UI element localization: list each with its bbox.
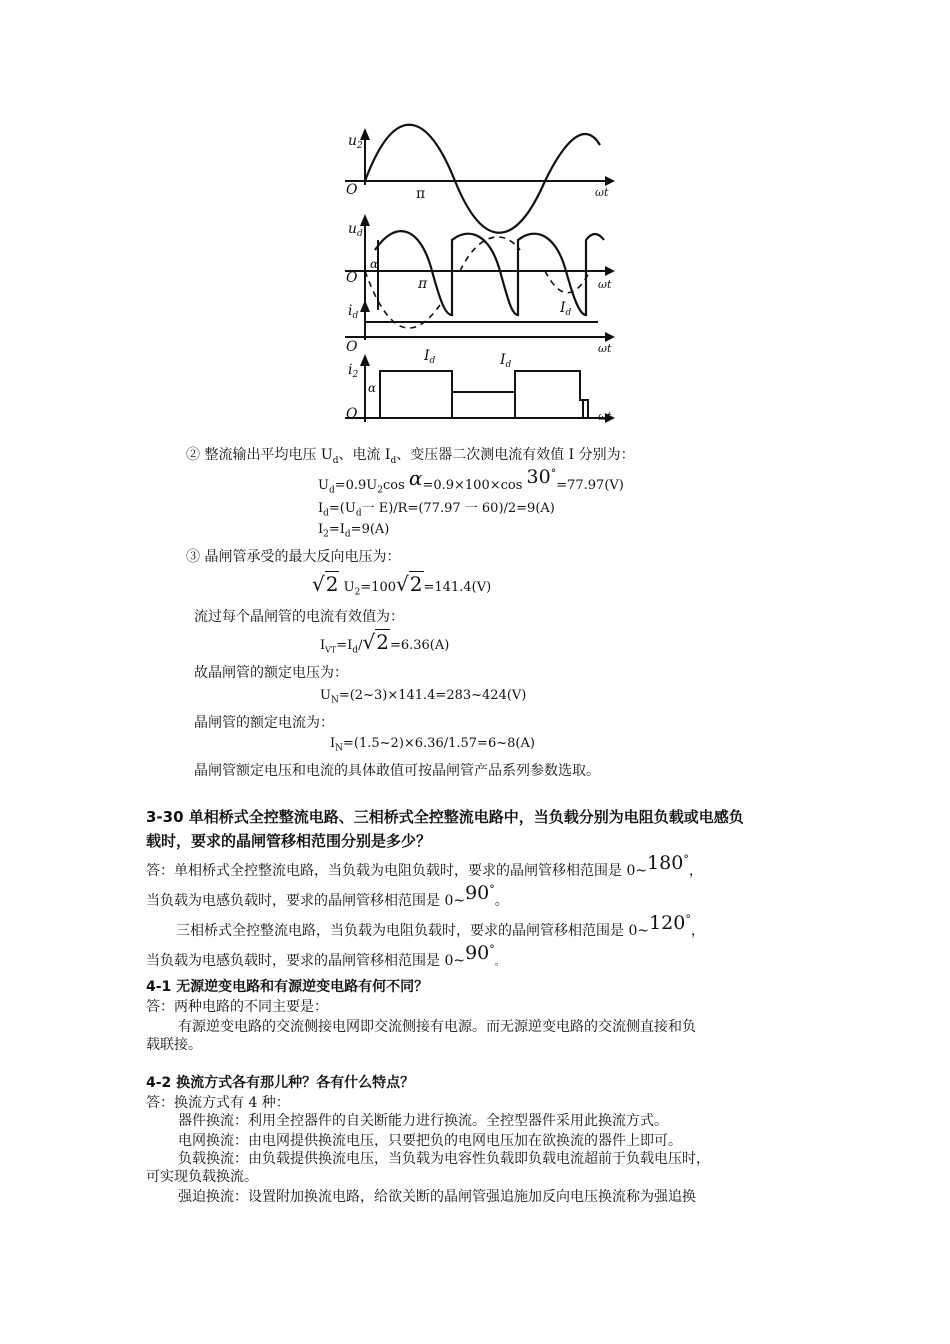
rated-voltage-heading: 故晶闸管的额定电压为： — [194, 665, 348, 681]
ud-waveform — [375, 231, 604, 315]
question-4-1: 4-1 无源逆变电路和有源逆变电路有何不同？ — [146, 979, 429, 995]
i2-axis-label: $i_2$ — [348, 362, 359, 380]
ud-formula: $U_d=0.9U_2\cos$ α=0.9×100×cos 30°=77.97(V) — [318, 466, 624, 496]
section-3-title: ③ 晶闸管承受的最大反向电压为： — [186, 549, 401, 565]
in-formula: $I_N=(1.5\sim 2)\times 6.36/1.57=6\sim 8(A)$ — [330, 736, 535, 754]
id-axis-label: $i_d$ — [348, 303, 359, 321]
alpha-label-1: α — [370, 257, 379, 271]
answer-3-30-line1: 答：单相桥式全控整流电路，当负载为电阻负载时，要求的晶闸管移相范围是 0~180°， — [146, 852, 703, 879]
id-formula: $I_d=(U_d$一 E)/R=(77.97 一 60)/2=9(A) — [318, 501, 555, 519]
answer-3-30-line3: 三相桥式全控整流电路，当负载为电阻负载时，要求的晶闸管移相范围是 0~120°， — [176, 912, 705, 939]
answer-4-1-line1: 答：两种电路的不同主要是： — [146, 999, 328, 1015]
ud-axis-label: $u_d$ — [348, 221, 363, 239]
wt-label-2: ωt — [598, 278, 612, 291]
current-rms-heading: 流过每个晶闸管的电流有效值为： — [194, 609, 404, 625]
u2-waveform — [365, 125, 600, 233]
ivt-formula: $I_{VT}=I_d/√2=6.36(A)$ — [320, 630, 450, 656]
question-4-2: 4-2 换流方式各有那儿种？各有什么特点？ — [146, 1075, 415, 1091]
origin-label-2: O — [346, 270, 358, 286]
question-3-30-line1: 3-30 单相桥式全控整流电路、三相桥式全控整流电路中，当负载分别为电阻负载或电感负 — [146, 808, 744, 826]
pi-label-1: π — [416, 186, 426, 202]
i2-formula: $I_2=I_d=9(A)$ — [318, 522, 390, 540]
answer-4-2-line4: 负载换流：由负载提供换流电压，当负载为电容性负载即负载电流超前于负载电压时， — [178, 1151, 710, 1167]
waveform-figure — [0, 0, 950, 430]
selection-note: 晶闸管额定电压和电流的具体敢值可按晶闸管产品系列参数选取。 — [194, 763, 600, 779]
answer-4-2-line1: 答：换流方式有 4 种： — [146, 1095, 290, 1111]
answer-4-1-line2: 有源逆变电路的交流侧接电网即交流侧接有电源。而无源逆变电路的交流侧直接和负 — [178, 1019, 696, 1035]
u2-axis-label: $u_2$ — [348, 133, 363, 151]
answer-4-2-line6: 强迫换流：设置附加换流电路，给欲关断的晶闸管强追施加反向电压换流称为强追换 — [178, 1189, 696, 1205]
un-formula: $U_N=(2\sim 3)\times 141.4=283\sim 424(V)$ — [320, 688, 527, 706]
wt-label-1: ωt — [595, 186, 609, 199]
ud-dashed-waveform — [365, 237, 590, 328]
origin-label-1: O — [346, 182, 358, 198]
alpha-label-2: α — [368, 381, 377, 395]
origin-label-4: O — [346, 406, 358, 422]
answer-4-2-line2: 器件换流：利用全控器件的自关断能力进行换流。全控型器件采用此换流方式。 — [178, 1113, 668, 1129]
i2-waveform — [365, 371, 583, 418]
Id-label-1: $I_d$ — [560, 300, 572, 318]
answer-4-2-line5: 可实现负载换流。 — [146, 1169, 258, 1185]
origin-label-3: O — [346, 339, 358, 355]
pi-label-2: π — [418, 276, 428, 292]
answer-4-2-line3: 电网换流：由电网提供换流电压，只要把负的电网电压加在欲换流的器件上即可。 — [178, 1133, 682, 1149]
question-3-30-line2: 载时，要求的晶闸管移相范围分别是多少？ — [146, 832, 432, 850]
rated-current-heading: 晶闸管的额定电流为： — [194, 715, 334, 731]
Id-label-2: $I_d$ — [424, 348, 436, 366]
section-2-intro: ② 整流输出平均电压 $U_d$、电流 $I_d$、变压器二次测电流有效值 I 分别为： — [186, 447, 635, 466]
max-reverse-voltage-formula: √2 $U_2=100√2=141.4(V)$ — [312, 572, 492, 598]
answer-3-30-line2: 当负载为电感负载时，要求的晶闸管移相范围是 0~90°。 — [146, 882, 509, 909]
wt-label-3: ωt — [598, 342, 612, 355]
answer-4-1-line3: 载联接。 — [146, 1037, 202, 1053]
answer-3-30-line4: 当负载为电感负载时，要求的晶闸管移相范围是 0~90°。 — [146, 942, 505, 969]
wt-label-4: ωt — [598, 410, 612, 423]
Id-label-3: $I_d$ — [500, 352, 512, 370]
